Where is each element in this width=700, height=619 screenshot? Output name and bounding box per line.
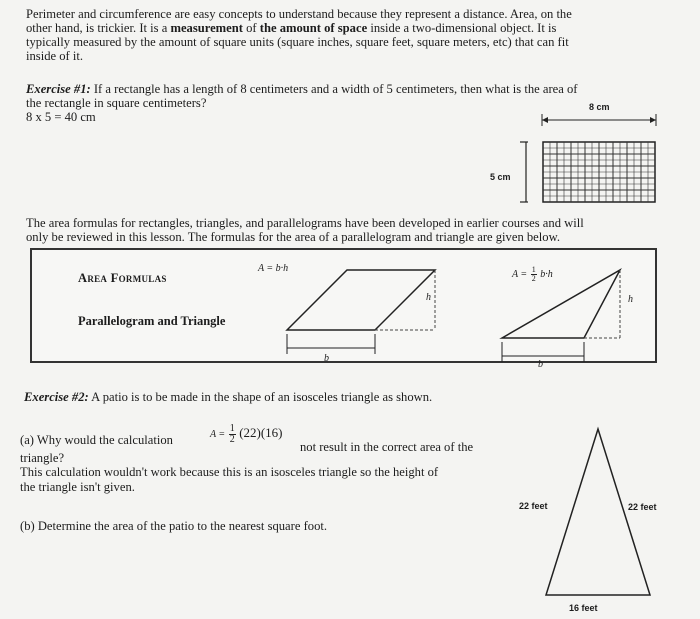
- patio-right-side-label: 22 feet: [628, 502, 657, 512]
- width-label: 5 cm: [490, 172, 511, 182]
- parallelogram-height-label: h: [426, 292, 431, 303]
- intro-line-3: typically measured by the amount of square units (square inches, square feet, square meters, etc) that can fit: [26, 35, 569, 49]
- length-label: 8 cm: [589, 102, 610, 112]
- part-a-line-2: triangle?: [20, 451, 65, 465]
- parallelogram-formula: A = b·h: [258, 263, 289, 274]
- formulas-intro: [26, 216, 676, 244]
- exercise-1-answer: 8 x 5 = 40 cm: [26, 110, 96, 124]
- triangle-base-label: b: [538, 359, 543, 370]
- patio-left-side-label: 22 feet: [519, 501, 548, 511]
- part-a-calculation: A = $\frac{1}{2}$ (22)(16): [210, 423, 283, 445]
- parallelogram-base-label: b: [324, 353, 329, 364]
- part-a-prefix: (a) Why would the calculation: [20, 433, 173, 447]
- rectangle-grid: [542, 141, 656, 203]
- triangle-height-label: h: [628, 294, 633, 305]
- intro-line-4: inside of it.: [26, 49, 84, 63]
- formulas-intro-line-2: only be reviewed in this lesson. The formulas for the area of a parallelogram and triangle are given below.: [26, 230, 560, 244]
- part-a-answer-line-2: the triangle isn't given.: [20, 480, 135, 494]
- area-formulas-title: Area Formulas: [78, 271, 167, 285]
- exercise-1-question: Exercise #1: If a rectangle has a length of 8 centimeters and a width of 5 centimeters, then what is the area of: [26, 82, 578, 96]
- exercise-2-prompt: Exercise #2: A patio is to be made in the shape of an isosceles triangle as shown.: [24, 390, 433, 404]
- length-arrow: [540, 110, 660, 130]
- intro-paragraph: [26, 7, 676, 63]
- patio-triangle: [540, 425, 660, 605]
- triangle-formula: A = $\frac{1}{2}$ b·h: [512, 265, 553, 283]
- part-b: (b) Determine the area of the patio to the nearest square foot.: [20, 519, 328, 533]
- area-formulas-subtitle: Parallelogram and Triangle: [78, 314, 226, 328]
- part-a-suffix: not result in the correct area of the: [300, 440, 474, 454]
- part-a-answer-line-1: This calculation wouldn't work because this is an isosceles triangle so the height of: [20, 465, 439, 479]
- triangle-diagram: [498, 262, 648, 372]
- intro-line-1: Perimeter and circumference are easy concepts to understand because they represent a distance. Area, on the: [26, 7, 572, 21]
- parallelogram-diagram: [285, 258, 445, 368]
- exercise-1-question-line-2: the rectangle in square centimeters?: [26, 96, 207, 110]
- intro-line-2: other hand, is trickier. It is a measurement of the amount of space inside a two-dimensional object. It is: [26, 21, 557, 35]
- patio-base-label: 16 feet: [569, 603, 598, 613]
- width-bracket: [516, 140, 530, 204]
- formulas-intro-line-1: The area formulas for rectangles, triangles, and parallelograms have been developed in earlier courses and will: [26, 216, 584, 230]
